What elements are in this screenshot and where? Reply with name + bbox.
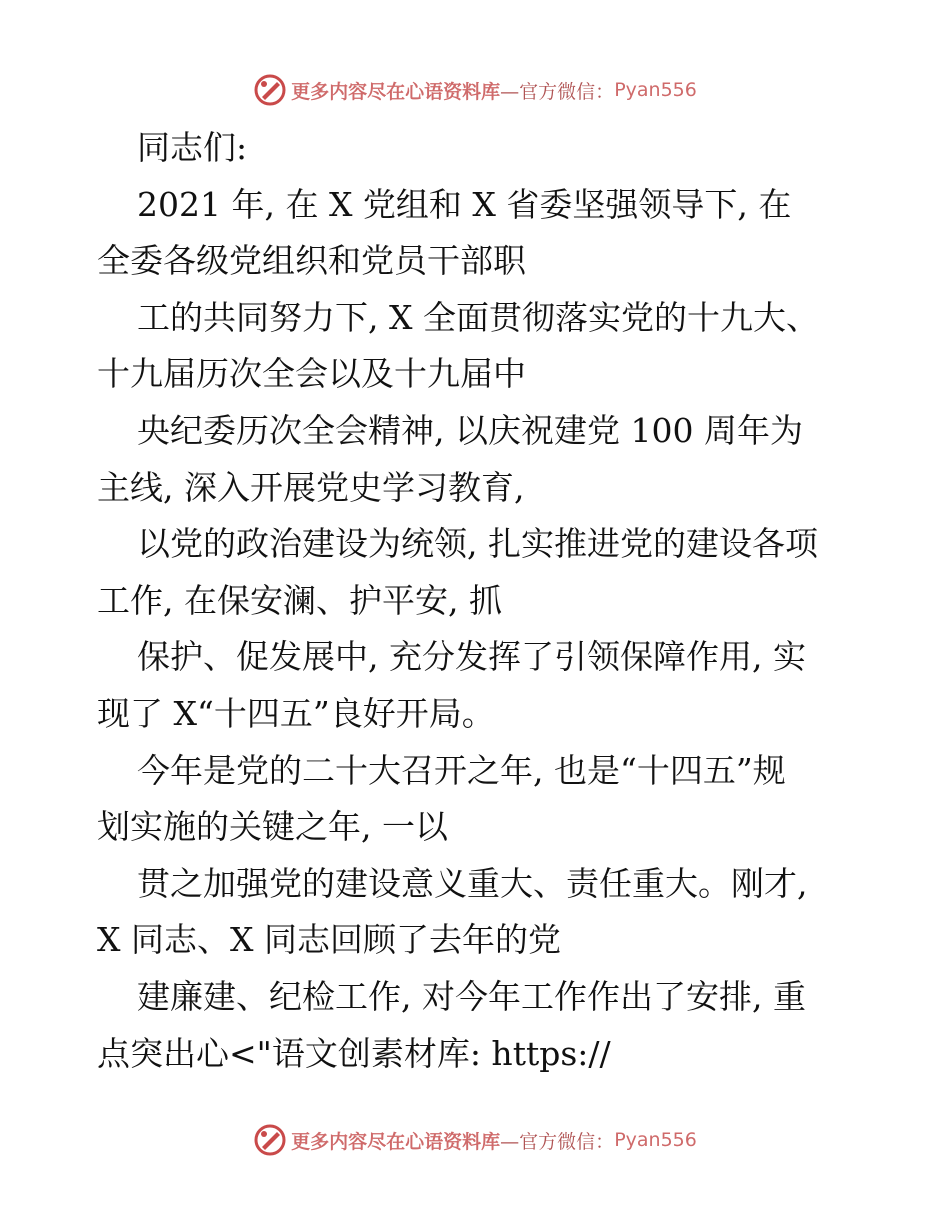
- text-line: 十九届历次全会以及十九届中: [97, 354, 526, 394]
- text-line: 2021 年, 在 X 党组和 X 省委坚强领导下, 在: [137, 184, 792, 224]
- text-line: 主线, 深入开展党史学习教育,: [97, 467, 525, 507]
- banner-title: 更多内容尽在心语资料库: [291, 80, 501, 103]
- text-line: 划实施的关键之年, 一以: [97, 807, 448, 847]
- text-line: 工的共同努力下, X 全面贯彻落实党的十九大、: [137, 297, 819, 337]
- text-line: X 同志、X 同志回顾了去年的党: [97, 920, 561, 960]
- text-line: 点突出心<"语文创素材库: https://: [97, 1033, 611, 1073]
- text-line: 现了 X“十四五”良好开局。: [97, 693, 495, 733]
- text-line: 央纪委历次全会精神, 以庆祝建党 100 周年为: [137, 410, 803, 450]
- banner-title: 更多内容尽在心语资料库: [291, 1130, 501, 1153]
- banner-label: —官方微信：: [500, 80, 615, 103]
- banner-account: Pyan556: [614, 1129, 697, 1151]
- footer-banner: [0, 1120, 950, 1160]
- header-banner: [0, 70, 950, 110]
- document-body: [97, 120, 857, 1082]
- text-line: 工作, 在保安澜、护平安, 抓: [97, 580, 502, 620]
- text-line: 保护、促发展中, 充分发挥了引领保障作用, 实: [137, 637, 806, 677]
- banner-account: Pyan556: [614, 79, 697, 101]
- logo-icon: [253, 1123, 287, 1157]
- text-line: 今年是党的二十大召开之年, 也是“十四五”规: [137, 750, 786, 790]
- logo-icon: [253, 73, 287, 107]
- text-line: 同志们:: [137, 128, 248, 167]
- text-line: 以党的政治建设为统领, 扎实推进党的建设各项: [137, 524, 818, 564]
- text-line: 贯之加强党的建设意义重大、责任重大。刚才,: [137, 863, 808, 903]
- banner-label: —官方微信：: [500, 1130, 615, 1153]
- text-line: 全委各级党组织和党员干部职: [97, 241, 526, 281]
- text-line: 建廉建、纪检工作, 对今年工作作出了安排, 重: [137, 976, 806, 1016]
